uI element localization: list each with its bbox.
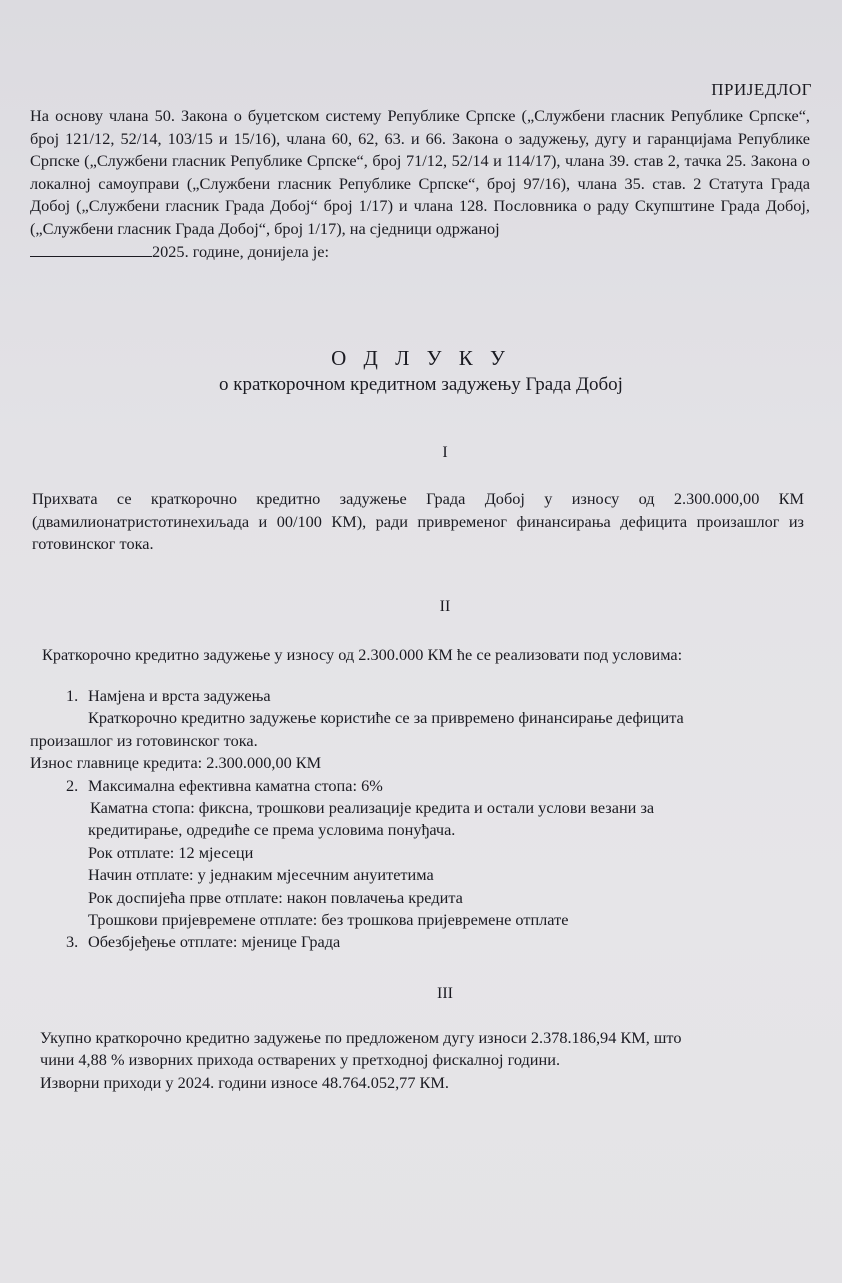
early-repayment-costs: Трошкови пријевремене отплате: без трошкова пријевремене отплате (88, 910, 569, 930)
section-2-intro: Краткорочно кредитно задужење у износу од 2.300.000 КМ ће се реализовати под условима: (42, 645, 683, 664)
interest-rate-line: Каматна стопа: фиксна, трошкови реализације кредита и остали услови везани за (90, 798, 655, 818)
list-item-1-text-a: Краткорочно кредитно задужење користиће се за привремено финансирање дефицита (88, 708, 684, 728)
proposal-stamp: ПРИЈЕДЛОГ (711, 80, 812, 99)
section-2-heading: II (439, 598, 451, 615)
conditions-list (30, 685, 810, 954)
list-item-3-line (30, 931, 810, 953)
list-item-1-title: Намјена и врста задужења (88, 686, 271, 705)
section-3-heading: III (437, 985, 453, 1002)
list-item-3-title: Обезбјеђење отплате: мјенице Града (88, 932, 341, 952)
section-1-text: Прихвата се краткорочно кредитно задужење Града Добој у износу од 2.300.000,00 КМ (двамилионатристотинехиљада и 00/100 КМ), ради привременог финансирања дефицита произашлог из готовинског тока. (32, 489, 804, 554)
preamble-text: На основу члана 50. Закона о буџетском систему Републике Српске („Службени гласник Републике Српске“, број 121/12, 52/14, 103/15 и 15/16), члана 60, 62, 63. и 66. Закона о задужењу, дугу и гаранцијама Републике Српске („Службени гласник Републике Српске“, број 71/12, 52/14 и 114/17), члана 39. став 2, тачка 25. Закона о локалној самоуправи („Службени гласник Републике Српске“, број 97/16), члана 35. став. 2 Статута Града Добој („Службени гласник Града Добој“ број 1/17) и члана 128. Пословника о раду Скупштине Града Добој, („Службени гласник Града Добој“, број 1/17), на сједници одржаној (30, 106, 810, 238)
list-item-1-number: 1. (66, 686, 79, 705)
repayment-method: Начин отплате: у једнаким мјесечним ануитетима (88, 865, 434, 885)
section-3-text (40, 1027, 810, 1094)
repayment-term: Рок отплате: 12 мјесеци (88, 842, 254, 862)
preamble-ending: 2025. године, донијела је: (152, 241, 330, 261)
list-item-2-number: 2. (66, 775, 79, 795)
list-item-1-text-b: произашлог из готовинског тока. (30, 730, 258, 750)
date-blank-line (30, 242, 152, 257)
source-revenue-line: Изворни приходи у 2024. години износе 48.764.052,77 КМ. (40, 1072, 449, 1092)
list-item-2-title: Максимална ефективна каматна стопа: 6% (88, 775, 383, 795)
revenue-share-line: чини 4,88 % изворних прихода остварених у претходној фискалној години. (40, 1050, 561, 1070)
principal-amount: Износ главнице кредита: 2.300.000,00 КМ (30, 753, 322, 773)
section-1-heading: I (442, 444, 448, 461)
total-debt-line: Укупно краткорочно кредитно задужење по предложеном дугу износи 2.378.186,94 КМ, што (40, 1028, 682, 1047)
list-item-1-title-line (30, 685, 810, 707)
preamble-paragraph (30, 105, 810, 263)
interest-rate-line-2: кредитирање, одредиће се према условима понуђача. (88, 820, 456, 840)
list-item-3-number: 3. (66, 932, 79, 952)
first-repayment-due: Рок доспијећа прве отплате: након повлачења кредита (88, 887, 463, 907)
list-item-2-title-line (30, 775, 810, 797)
decision-subtitle: о краткорочном кредитном задужењу Града Добој (219, 374, 623, 395)
decision-title: О Д Л У К У (331, 346, 511, 370)
